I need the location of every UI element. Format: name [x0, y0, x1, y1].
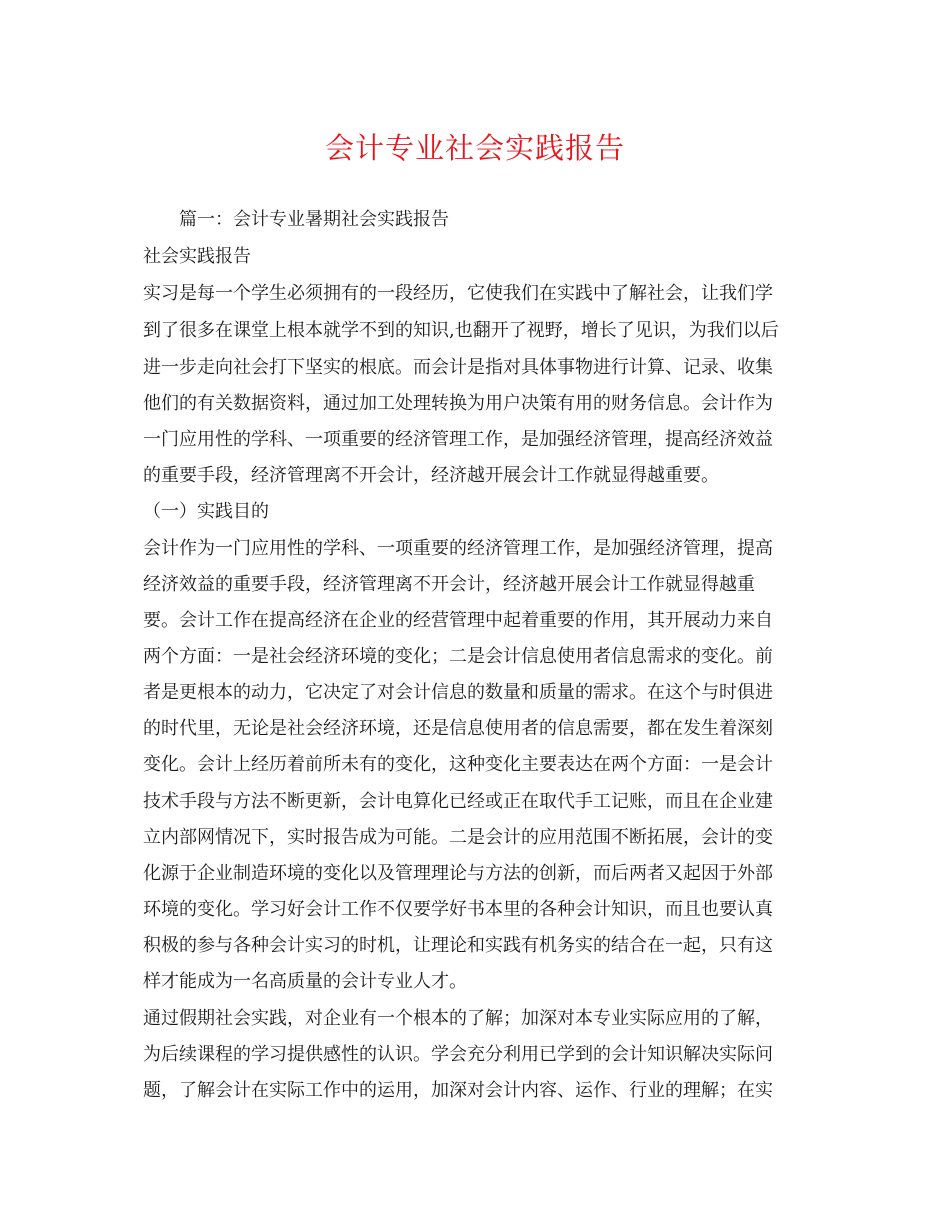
paragraph-line: 样才能成为一名高质量的会计专业人才。: [143, 971, 467, 992]
paragraph-line: 立内部网情况下，实时报告成为可能。二是会计的应用范围不断拓展，会计的变: [143, 827, 773, 848]
paragraph-line: 的时代里，无论是社会经济环境，还是信息使用者的信息需要，都在发生着深刻: [143, 718, 773, 739]
paragraph-line: 通过假期社会实践，对企业有一个根本的了解；加深对本专业实际应用的了解，: [143, 1008, 773, 1029]
paragraph-line: 两个方面：一是社会经济环境的变化；二是会计信息使用者信息需求的变化。前: [143, 646, 773, 667]
paragraph-line: 环境的变化。学习好会计工作不仅要学好书本里的各种会计知识，而且也要认真: [143, 899, 773, 920]
paragraph-line: 变化。会计上经历着前所未有的变化，这种变化主要表达在两个方面：一是会计: [143, 754, 773, 775]
paragraph-line: 实习是每一个学生必须拥有的一段经历，它使我们在实践中了解社会，让我们学: [143, 283, 773, 304]
paragraph-line: 会计作为一门应用性的学科、一项重要的经济管理工作，是加强经济管理，提高: [143, 538, 773, 559]
subsection-heading: （一）实践目的: [143, 501, 269, 522]
section-heading: 篇一：会计专业暑期社会实践报告: [143, 209, 449, 230]
paragraph-line: 化源于企业制造环境的变化以及管理理论与方法的创新，而后两者又起因于外部: [143, 863, 773, 884]
document-title: 会计专业社会实践报告: [324, 131, 625, 165]
paragraph-line: 到了很多在课堂上根本就学不到的知识,也翻开了视野，增长了见识，为我们以后: [143, 320, 779, 341]
paragraph-line: 一门应用性的学科、一项重要的经济管理工作，是加强经济管理，提高经济效益: [143, 429, 773, 450]
paragraph-line: 为后续课程的学习提供感性的认识。学会充分利用已学到的会计知识解决实际问: [143, 1044, 773, 1065]
paragraph-line: 技术手段与方法不断更新，会计电算化已经或正在取代手工记账，而且在企业建: [143, 791, 773, 812]
paragraph-line: 他们的有关数据资料，通过加工处理转换为用户决策有用的财务信息。会计作为: [143, 393, 773, 414]
paragraph-line: 进一步走向社会打下坚实的根底。而会计是指对具体事物进行计算、记录、收集: [143, 357, 773, 378]
paragraph-line: 经济效益的重要手段，经济管理离不开会计，经济越开展会计工作就显得越重: [143, 574, 755, 595]
paragraph-line: 积极的参与各种会计实习的时机，让理论和实践有机务实的结合在一起，只有这: [143, 935, 773, 956]
paragraph-line: 社会实践报告: [143, 246, 251, 267]
paragraph-line: 者是更根本的动力，它决定了对会计信息的数量和质量的需求。在这个与时俱进: [143, 682, 773, 703]
paragraph-line: 要。会计工作在提高经济在企业的经营管理中起着重要的作用，其开展动力来自: [143, 610, 773, 631]
paragraph-line: 的重要手段，经济管理离不开会计，经济越开展会计工作就显得越重要。: [143, 465, 719, 486]
paragraph-line: 题，了解会计在实际工作中的运用，加深对会计内容、运作、行业的理解；在实: [143, 1080, 773, 1101]
